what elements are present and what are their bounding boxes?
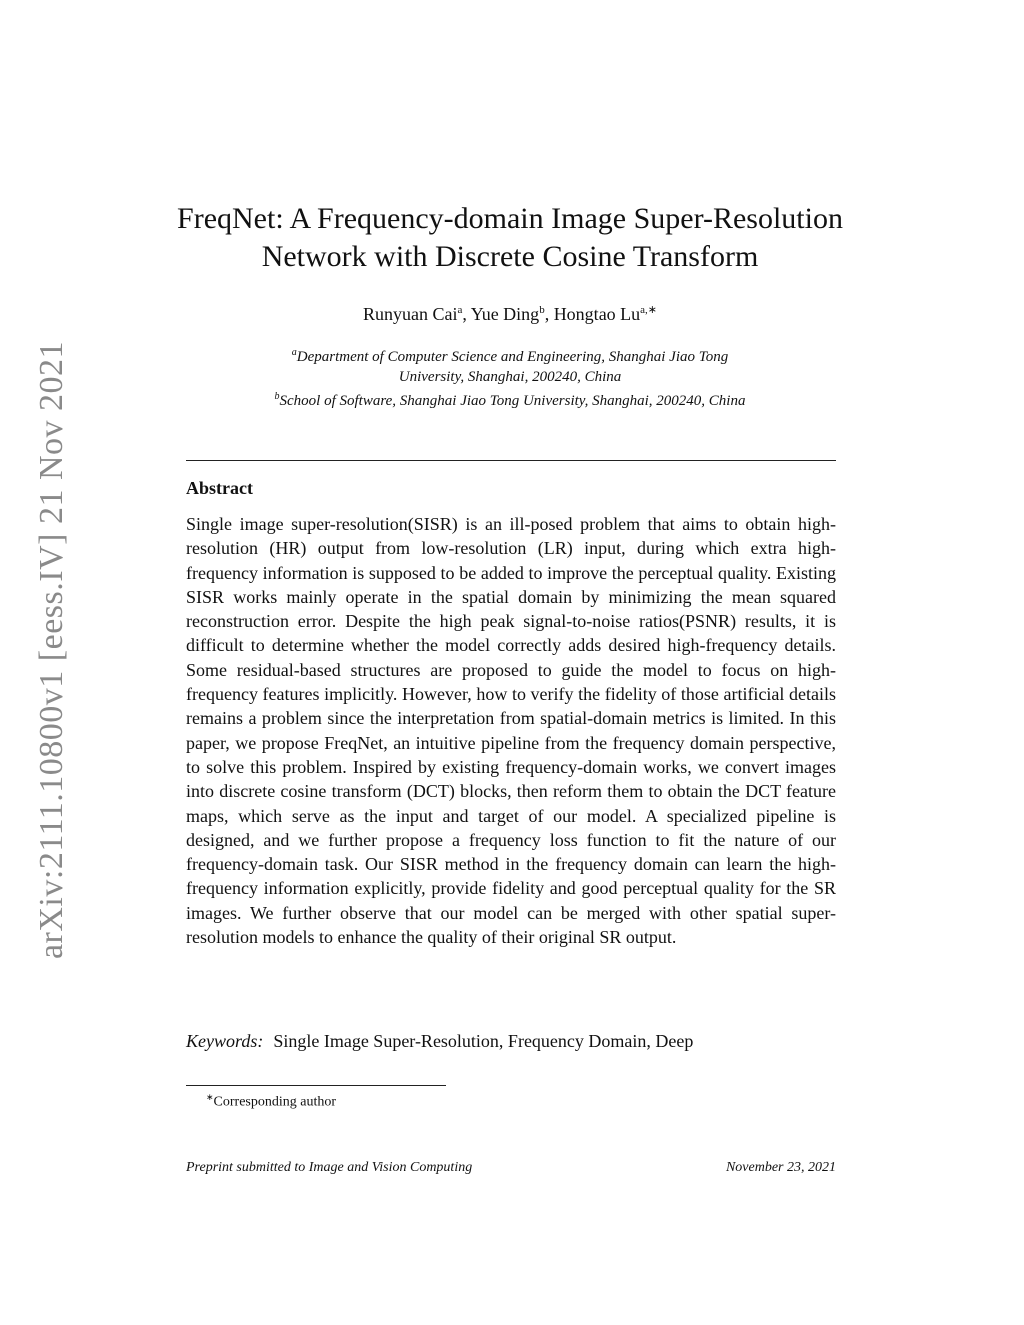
author-affil-mark: b	[539, 304, 545, 316]
footnote-text: Corresponding author	[213, 1094, 337, 1110]
author-name: Yue Ding	[470, 304, 540, 324]
affiliations	[150, 343, 870, 411]
arxiv-stamp: arXiv:2111.10800v1 [eess.IV] 21 Nov 2021	[33, 340, 70, 960]
author-affil-mark: a,∗	[640, 304, 658, 316]
keywords-label: Keywords:	[186, 1031, 264, 1051]
abstract-top-rule	[186, 460, 836, 461]
title-line-1: FreqNet: A Frequency-domain Image Super-Resolution	[177, 202, 843, 235]
footnote-rule	[186, 1085, 446, 1086]
affiliation-a: $^a$Department of Computer Science and Engineering, Shanghai Jiao Tong	[291, 347, 729, 365]
affiliation-b: $^b$School of Software, Shanghai Jiao Tong University, Shanghai, 200240, China	[274, 391, 746, 409]
affiliation-a-line2: University, Shanghai, 200240, China	[398, 369, 622, 385]
keywords-text: Single Image Super-Resolution, Frequency Domain, Deep	[273, 1031, 694, 1051]
author-affil-mark: a	[457, 304, 463, 316]
footnote	[206, 1092, 336, 1111]
footnote-mark: ∗	[206, 1092, 214, 1102]
keywords	[186, 1031, 836, 1052]
abstract-heading: Abstract	[186, 478, 253, 498]
footer-date: November 23, 2021	[725, 1160, 836, 1175]
footer-journal: Preprint submitted to Image and Vision Computing	[186, 1160, 473, 1175]
title-line-2: Network with Discrete Cosine Transform	[261, 240, 759, 273]
abstract-text: Single image super-resolution(SISR) is an ill-posed problem that aims to obtain high-resolution (HR) output from low-resolution (LR) input, during which extra high-frequency information is supposed to be added to improve the perceptual quality. Existing SISR works mainly operate in the spatial domain by minimizing the mean squared reconstruction error. Despite the high peak signal-to-noise ratios(PSNR) results, it is difficult to determine whether the model correctly adds desired high-frequency details. Some residual-based structures are proposed to guide the model to focus on high-frequency features implicitly. However, how to verify the fidelity of those artificial details remains a problem since the interpretation from spatial-domain metrics is limited. In this paper, we propose FreqNet, an intuitive pipeline from the frequency domain perspective, to solve this problem. Inspired by existing frequency-domain works, we convert images into discrete cosine transform (DCT) blocks, then reform them to obtain the DCT feature maps, which serve as the input and target of our model. A specialized pipeline is designed, and we further propose a frequency loss function to fit the nature of our frequency-domain task. Our SISR method in the frequency domain can learn the high-frequency information explicitly, provide fidelity and good perceptual quality for the SR images. We further observe that our model can be merged with other spatial super-resolution models to enhance the quality of their original SR output.	[186, 514, 836, 948]
author-name: Runyuan Cai	[362, 304, 458, 324]
author-list: Runyuan Cai$^a$, Yue Ding$^b$, Hongtao $Lu^{a,∗}$	[362, 304, 658, 324]
author-name: Hongtao Lu	[553, 304, 641, 324]
paper-title	[150, 200, 870, 276]
